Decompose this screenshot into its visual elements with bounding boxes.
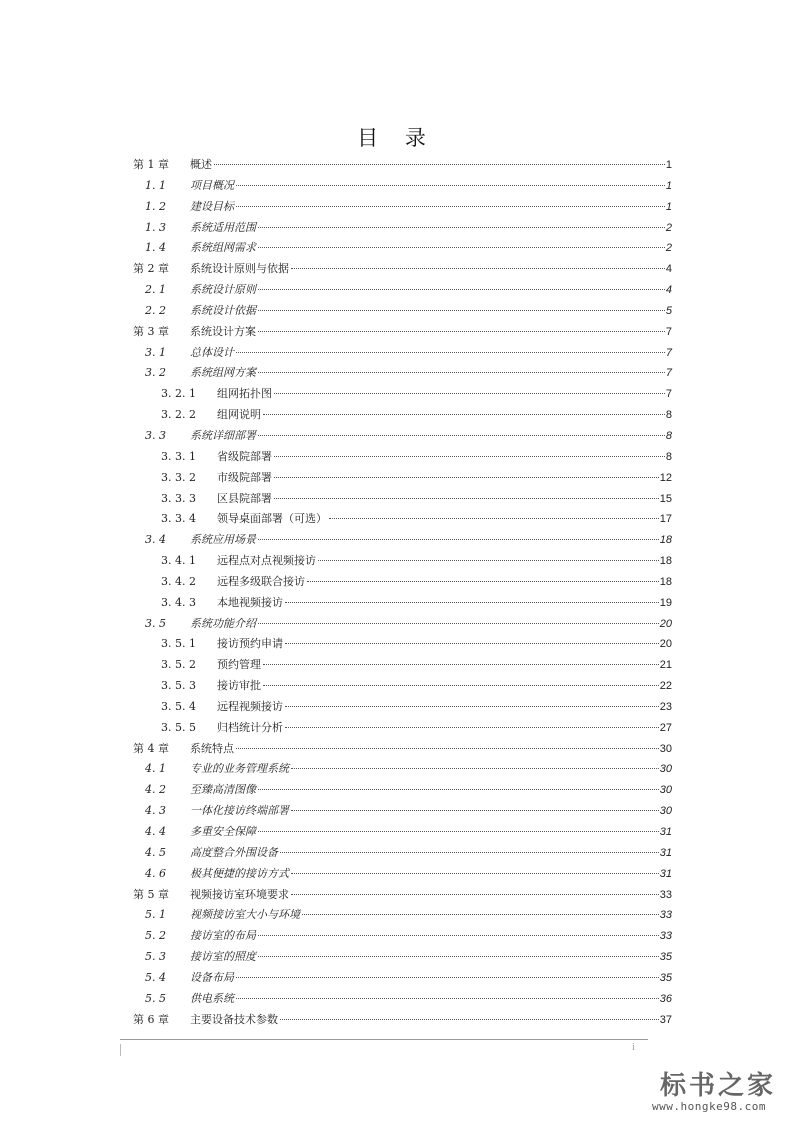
toc-dot-leader bbox=[258, 539, 659, 540]
toc-entry-label: 远程点对点视频接访 bbox=[217, 551, 317, 572]
toc-entry-page: 21 bbox=[659, 659, 672, 672]
toc-entry[interactable] bbox=[133, 655, 672, 676]
toc-entry[interactable] bbox=[133, 905, 672, 926]
toc-dot-leader bbox=[258, 331, 665, 332]
toc-entry-page: 4 bbox=[665, 263, 672, 276]
toc-entry-page: 4 bbox=[665, 284, 672, 297]
toc-entry-page: 19 bbox=[659, 596, 672, 609]
toc-entry[interactable] bbox=[133, 238, 672, 259]
toc-entry-number: 5. 2 bbox=[145, 929, 166, 943]
toc-entry-number: 3. 3 bbox=[145, 428, 166, 442]
toc-entry-label: 系统设计原则与依据 bbox=[190, 259, 290, 280]
toc-entry-page: 8 bbox=[665, 409, 672, 422]
toc-entry[interactable] bbox=[133, 739, 672, 760]
toc-dot-leader bbox=[263, 414, 665, 415]
toc-entry-number: 3. 5. 5 bbox=[161, 720, 196, 734]
toc-dot-leader bbox=[274, 456, 665, 457]
toc-dot-leader bbox=[258, 623, 659, 624]
footer-margin-mark bbox=[120, 1044, 121, 1056]
page-title: 目 录 bbox=[357, 126, 436, 151]
toc-entry-page: 7 bbox=[665, 367, 672, 380]
toc-entry-label: 供电系统 bbox=[190, 989, 235, 1010]
toc-entry[interactable] bbox=[133, 718, 672, 739]
toc-entry-number: 3. 4. 3 bbox=[161, 595, 196, 609]
toc-dot-leader bbox=[258, 372, 665, 373]
toc-entry-label: 多重安全保障 bbox=[190, 822, 257, 843]
toc-entry-label: 主要设备技术参数 bbox=[190, 1010, 279, 1031]
toc-entry-label: 系统适用范围 bbox=[190, 218, 257, 239]
toc-entry-number: 第 3 章 bbox=[133, 324, 169, 338]
toc-entry[interactable] bbox=[133, 384, 672, 405]
toc-entry-label: 一体化接访终端部署 bbox=[190, 801, 290, 822]
toc-entry-number: 2. 1 bbox=[145, 283, 166, 297]
toc-dot-leader bbox=[285, 602, 659, 603]
toc-dot-leader bbox=[236, 206, 665, 207]
toc-entry[interactable] bbox=[133, 363, 672, 384]
toc-entry-label: 系统设计依据 bbox=[190, 301, 257, 322]
toc-entry-page: 7 bbox=[665, 325, 672, 338]
toc-entry-page: 30 bbox=[659, 763, 672, 776]
toc-entry[interactable] bbox=[133, 676, 672, 697]
toc-entry-number: 第 6 章 bbox=[133, 1012, 169, 1026]
toc-entry-label: 区县院部署 bbox=[217, 489, 273, 510]
toc-dot-leader bbox=[258, 227, 665, 228]
toc-entry[interactable] bbox=[133, 614, 672, 635]
toc-entry[interactable] bbox=[133, 530, 672, 551]
toc-entry-page: 7 bbox=[665, 346, 672, 359]
toc-dot-leader bbox=[280, 1019, 659, 1020]
toc-entry[interactable] bbox=[133, 801, 672, 822]
toc-entry-page: 1 bbox=[665, 159, 672, 171]
toc-entry-page: 7 bbox=[665, 388, 672, 401]
toc-entry-page: 2 bbox=[665, 242, 672, 255]
toc-entry-label: 高度整合外围设备 bbox=[190, 843, 279, 864]
toc-entry-label: 视频接访室环境要求 bbox=[190, 885, 290, 906]
toc-entry-page: 18 bbox=[659, 534, 672, 547]
toc-entry-label: 本地视频接访 bbox=[217, 593, 284, 614]
toc-entry-label: 系统组网需求 bbox=[190, 238, 257, 259]
toc-entry-page: 20 bbox=[659, 638, 672, 651]
toc-entry-label: 系统应用场景 bbox=[190, 530, 257, 551]
toc-entry-page: 20 bbox=[659, 617, 672, 630]
toc-entry[interactable] bbox=[133, 343, 672, 364]
toc-dot-leader bbox=[285, 727, 659, 728]
toc-dot-leader bbox=[258, 435, 665, 436]
toc-entry[interactable] bbox=[133, 218, 672, 239]
footer-divider bbox=[120, 1039, 648, 1040]
toc-dot-leader bbox=[318, 560, 659, 561]
watermark-logo-text: 标书之家 bbox=[660, 1071, 777, 1101]
toc-entry[interactable] bbox=[133, 926, 672, 947]
toc-dot-leader bbox=[236, 352, 665, 353]
toc-entry-label: 设备布局 bbox=[190, 968, 235, 989]
toc-dot-leader bbox=[274, 477, 659, 478]
toc-entry-page: 37 bbox=[659, 1013, 672, 1026]
footer-page-number: i bbox=[632, 1042, 635, 1053]
toc-dot-leader bbox=[291, 873, 659, 874]
toc-entry-number: 4. 1 bbox=[145, 762, 166, 776]
toc-entry-number: 第 5 章 bbox=[133, 887, 169, 901]
toc-dot-leader bbox=[291, 810, 659, 811]
toc-entry-label: 市级院部署 bbox=[217, 468, 273, 489]
toc-entry-page: 30 bbox=[659, 742, 672, 755]
toc-entry-label: 系统组网方案 bbox=[190, 363, 257, 384]
toc-entry[interactable] bbox=[133, 697, 672, 718]
toc-dot-leader bbox=[285, 706, 659, 707]
toc-entry-number: 3. 5. 4 bbox=[161, 699, 196, 713]
toc-dot-leader bbox=[263, 685, 659, 686]
toc-dot-leader bbox=[302, 914, 659, 915]
toc-entry-page: 2 bbox=[665, 221, 672, 234]
toc-entry-label: 远程视频接访 bbox=[217, 697, 284, 718]
toc-entry-number: 1. 1 bbox=[145, 178, 166, 192]
toc-entry[interactable] bbox=[133, 509, 672, 530]
toc-entry[interactable] bbox=[133, 989, 672, 1010]
toc-dot-leader bbox=[280, 852, 659, 853]
toc-dot-leader bbox=[307, 581, 659, 582]
toc-dot-leader bbox=[258, 935, 659, 936]
toc-entry-number: 第 2 章 bbox=[133, 262, 169, 276]
toc-dot-leader bbox=[291, 268, 665, 269]
toc-entry-page: 31 bbox=[659, 867, 672, 880]
toc-entry-number: 第 4 章 bbox=[133, 741, 169, 755]
toc-entry[interactable] bbox=[133, 405, 672, 426]
toc-entry-number: 3. 5. 2 bbox=[161, 658, 196, 672]
toc-entry-number: 3. 5. 3 bbox=[161, 679, 196, 693]
toc-dot-leader bbox=[258, 289, 665, 290]
toc-entry-page: 12 bbox=[659, 471, 672, 484]
toc-entry[interactable] bbox=[133, 489, 672, 510]
toc-entry-label: 系统特点 bbox=[190, 739, 235, 760]
toc-entry-page: 8 bbox=[665, 450, 672, 463]
toc-entry-label: 系统功能介绍 bbox=[190, 614, 257, 635]
toc-entry[interactable] bbox=[133, 426, 672, 447]
toc-entry-label: 概述 bbox=[190, 155, 213, 176]
toc-entry-page: 22 bbox=[659, 680, 672, 693]
toc-entry-number: 3. 4. 2 bbox=[161, 574, 196, 588]
toc-entry[interactable] bbox=[133, 301, 672, 322]
toc-entry-page: 35 bbox=[659, 951, 672, 964]
toc-entry-number: 4. 5 bbox=[145, 845, 166, 859]
toc-entry[interactable] bbox=[133, 551, 672, 572]
toc-entry-number: 3. 3. 4 bbox=[161, 512, 196, 526]
toc-dot-leader bbox=[291, 894, 659, 895]
toc-entry[interactable] bbox=[133, 155, 672, 176]
toc-entry-label: 归档统计分析 bbox=[217, 718, 284, 739]
toc-entry-page: 18 bbox=[659, 575, 672, 588]
toc-entry-number: 5. 4 bbox=[145, 970, 166, 984]
toc-entry-number: 1. 2 bbox=[145, 199, 166, 213]
toc-dot-leader bbox=[214, 164, 665, 165]
toc-dot-leader bbox=[285, 643, 659, 644]
toc-entry-number: 3. 2. 2 bbox=[161, 408, 196, 422]
toc-entry-label: 项目概况 bbox=[190, 176, 235, 197]
toc-dot-leader bbox=[274, 498, 659, 499]
toc-entry-number: 4. 4 bbox=[145, 825, 166, 838]
toc-entry-number: 5. 1 bbox=[145, 908, 166, 922]
toc-entry-number: 3. 1 bbox=[145, 345, 166, 359]
toc-dot-leader bbox=[329, 518, 659, 519]
toc-entry-page: 30 bbox=[659, 805, 672, 818]
toc-entry-page: 27 bbox=[659, 721, 672, 734]
toc-entry-label: 接访预约申请 bbox=[217, 634, 284, 655]
toc-entry-page: 31 bbox=[659, 846, 672, 859]
toc-entry[interactable] bbox=[133, 468, 672, 489]
toc-entry-number: 3. 2 bbox=[145, 366, 166, 380]
toc-entry[interactable] bbox=[133, 843, 672, 864]
toc-entry-page: 18 bbox=[659, 555, 672, 568]
toc-entry-number: 3. 4. 1 bbox=[161, 554, 196, 568]
toc-entry-label: 接访审批 bbox=[217, 676, 262, 697]
toc-entry-page: 36 bbox=[659, 992, 672, 1005]
toc-entry-number: 第 1 章 bbox=[133, 158, 169, 171]
toc-entry[interactable] bbox=[133, 822, 672, 843]
toc-entry-label: 视频接访室大小与环境 bbox=[190, 905, 301, 926]
toc-entry-label: 极其便捷的接访方式 bbox=[190, 864, 290, 885]
toc-dot-leader bbox=[258, 789, 659, 790]
toc-entry-label: 接访室的照度 bbox=[190, 947, 257, 968]
toc-entry[interactable] bbox=[133, 259, 672, 280]
toc-entry-number: 3. 2. 1 bbox=[161, 387, 196, 401]
toc-entry[interactable] bbox=[133, 447, 672, 468]
toc-entry-number: 3. 3. 1 bbox=[161, 449, 196, 463]
toc-entry-page: 33 bbox=[659, 909, 672, 922]
toc-entry-number: 1. 4 bbox=[145, 241, 166, 255]
toc-entry[interactable] bbox=[133, 280, 672, 301]
toc-entry-number: 4. 6 bbox=[145, 866, 166, 880]
toc-dot-leader bbox=[236, 185, 665, 186]
table-of-contents bbox=[133, 155, 672, 1030]
toc-dot-leader bbox=[258, 247, 665, 248]
toc-entry-page: 35 bbox=[659, 971, 672, 984]
toc-dot-leader bbox=[236, 998, 659, 999]
toc-entry-label: 远程多级联合接访 bbox=[217, 572, 306, 593]
toc-entry[interactable] bbox=[133, 572, 672, 593]
toc-entry-label: 预约管理 bbox=[217, 655, 262, 676]
toc-entry[interactable] bbox=[133, 947, 672, 968]
toc-entry-label: 领导桌面部署（可选） bbox=[217, 509, 328, 530]
toc-entry[interactable] bbox=[133, 197, 672, 218]
toc-entry[interactable] bbox=[133, 759, 672, 780]
toc-entry[interactable] bbox=[133, 864, 672, 885]
toc-entry[interactable] bbox=[133, 1010, 672, 1031]
toc-entry-number: 3. 4 bbox=[145, 533, 166, 547]
toc-entry-number: 2. 2 bbox=[145, 303, 166, 317]
toc-entry-number: 3. 5. 1 bbox=[161, 637, 196, 651]
toc-dot-leader bbox=[258, 831, 659, 832]
toc-dot-leader bbox=[291, 768, 659, 769]
toc-dot-leader bbox=[236, 748, 659, 749]
toc-dot-leader bbox=[258, 956, 659, 957]
toc-entry[interactable] bbox=[133, 634, 672, 655]
toc-dot-leader bbox=[236, 977, 659, 978]
toc-entry-label: 系统详细部署 bbox=[190, 426, 257, 447]
toc-entry-number: 5. 3 bbox=[145, 950, 166, 964]
toc-entry-number: 4. 2 bbox=[145, 783, 166, 797]
toc-entry-label: 组网拓扑图 bbox=[217, 384, 273, 405]
toc-entry-label: 总体设计 bbox=[190, 343, 235, 364]
toc-entry[interactable] bbox=[133, 968, 672, 989]
toc-entry-page: 33 bbox=[659, 930, 672, 943]
watermark-url: www.hongke98.com bbox=[652, 1100, 766, 1113]
toc-entry-number: 3. 5 bbox=[145, 616, 166, 630]
toc-entry[interactable] bbox=[133, 322, 672, 343]
toc-entry-label: 专业的业务管理系统 bbox=[190, 759, 290, 780]
toc-entry-number: 5. 5 bbox=[145, 991, 166, 1005]
toc-entry-page: 1 bbox=[665, 179, 672, 192]
toc-entry-number: 3. 3. 3 bbox=[161, 491, 196, 505]
toc-entry-number: 1. 3 bbox=[145, 220, 166, 234]
toc-entry-page: 5 bbox=[665, 304, 672, 317]
toc-entry-label: 至臻高清图像 bbox=[190, 780, 257, 801]
toc-entry-label: 系统设计方案 bbox=[190, 322, 257, 343]
toc-entry[interactable] bbox=[133, 593, 672, 614]
toc-entry-label: 组网说明 bbox=[217, 405, 262, 426]
toc-dot-leader bbox=[258, 310, 665, 311]
toc-entry-page: 15 bbox=[659, 492, 672, 505]
toc-entry-number: 4. 3 bbox=[145, 804, 166, 818]
toc-entry[interactable] bbox=[133, 176, 672, 197]
toc-entry-number: 3. 3. 2 bbox=[161, 470, 196, 484]
toc-entry-page: 33 bbox=[659, 888, 672, 901]
toc-entry[interactable] bbox=[133, 780, 672, 801]
toc-entry-label: 系统设计原则 bbox=[190, 280, 257, 301]
toc-entry-page: 31 bbox=[659, 826, 672, 838]
toc-entry-label: 接访室的布局 bbox=[190, 926, 257, 947]
toc-entry[interactable] bbox=[133, 885, 672, 906]
toc-entry-page: 23 bbox=[659, 700, 672, 713]
toc-entry-label: 建设目标 bbox=[190, 197, 235, 218]
toc-dot-leader bbox=[263, 664, 659, 665]
toc-entry-page: 8 bbox=[665, 429, 672, 442]
toc-entry-page: 1 bbox=[665, 200, 672, 213]
toc-dot-leader bbox=[274, 393, 665, 394]
toc-entry-label: 省级院部署 bbox=[217, 447, 273, 468]
toc-entry-page: 30 bbox=[659, 784, 672, 797]
toc-entry-page: 17 bbox=[659, 513, 672, 526]
